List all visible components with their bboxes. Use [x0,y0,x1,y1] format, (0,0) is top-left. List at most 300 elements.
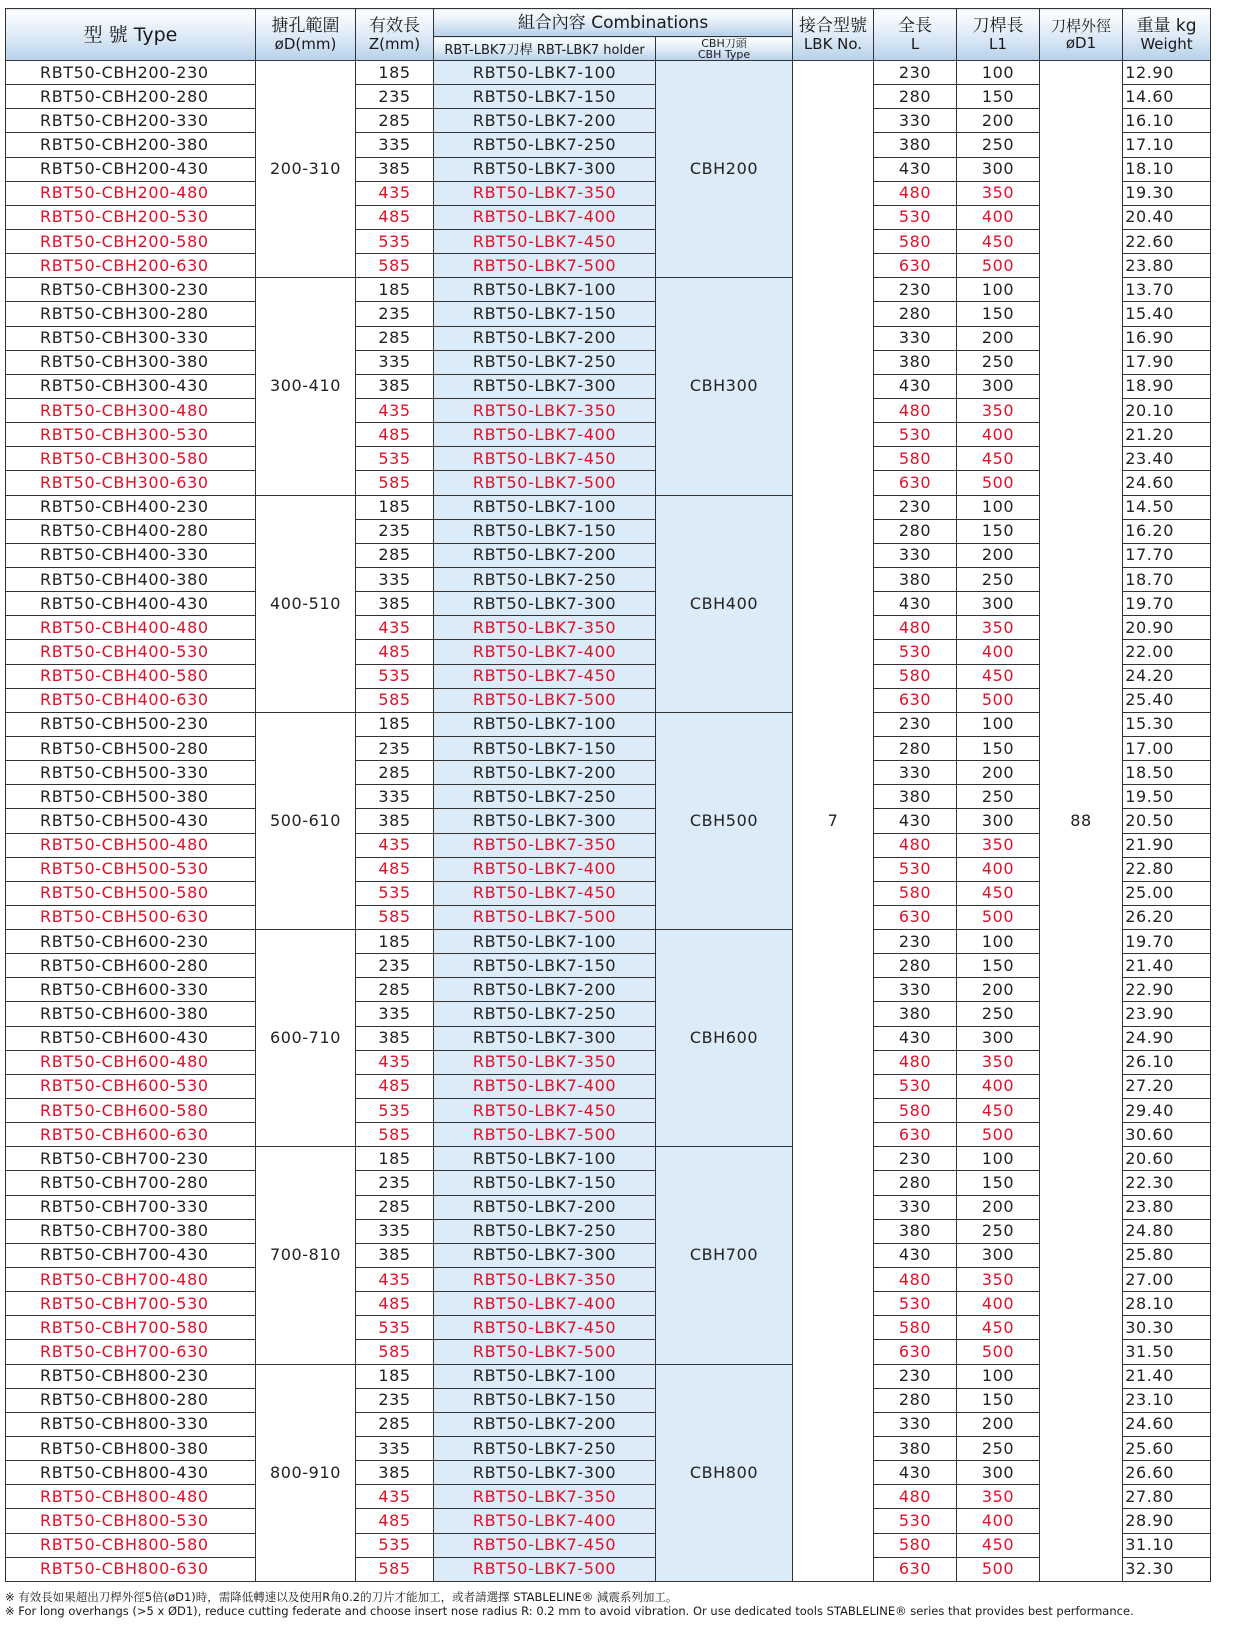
bore-range-cell: 600-710 [256,930,356,1147]
holder-cell: RBT50-LBK7-350 [434,616,656,640]
z-length-cell: 235 [356,519,434,543]
table-row [6,905,1211,929]
holder-cell: RBT50-LBK7-500 [434,1340,656,1364]
z-length-cell: 435 [356,1050,434,1074]
holder-cell: RBT50-LBK7-300 [434,157,656,181]
weight-cell: 24.90 [1123,1026,1211,1050]
holder-length-cell: 150 [957,736,1040,760]
table-row [6,61,1211,85]
holder-cell: RBT50-LBK7-450 [434,229,656,253]
spec-table [5,8,1211,1582]
footnote-en: ※ For long overhangs (>5 x ØD1), reduce cutting federate and choose insert nose radius R: 0.2 mm to avoid vibration. Or use dedicated tools STABLELINE® series that provides best performance. [5,1604,1134,1618]
holder-length-cell: 250 [957,1002,1040,1026]
holder-length-cell: 400 [957,1074,1040,1098]
table-row [6,1461,1211,1485]
holder-length-cell: 200 [957,761,1040,785]
weight-cell: 22.90 [1123,978,1211,1002]
holder-length-cell: 350 [957,181,1040,205]
holder-cell: RBT50-LBK7-500 [434,471,656,495]
z-length-cell: 285 [356,109,434,133]
table-row [6,567,1211,591]
total-length-cell: 580 [874,447,957,471]
table-row [6,278,1211,302]
weight-cell: 21.20 [1123,423,1211,447]
holder-cell: RBT50-LBK7-100 [434,712,656,736]
model-cell: RBT50-CBH800-280 [6,1388,256,1412]
z-length-cell: 535 [356,664,434,688]
holder-cell: RBT50-LBK7-200 [434,978,656,1002]
bore-range-cell: 300-410 [256,278,356,495]
z-length-cell: 435 [356,398,434,422]
table-row [6,1388,1211,1412]
holder-length-cell: 100 [957,712,1040,736]
holder-cell: RBT50-LBK7-400 [434,1509,656,1533]
model-cell: RBT50-CBH800-630 [6,1557,256,1581]
header-holder: RBT-LBK7刀桿 RBT-LBK7 holder [434,37,656,61]
holder-cell: RBT50-LBK7-100 [434,1147,656,1171]
z-length-cell: 435 [356,616,434,640]
table-row [6,398,1211,422]
model-cell: RBT50-CBH500-430 [6,809,256,833]
holder-cell: RBT50-LBK7-250 [434,1002,656,1026]
cbh-type-cell: CBH800 [656,1364,793,1581]
holder-length-cell: 400 [957,640,1040,664]
model-cell: RBT50-CBH700-580 [6,1316,256,1340]
holder-length-cell: 250 [957,567,1040,591]
table-row [6,229,1211,253]
weight-cell: 16.10 [1123,109,1211,133]
total-length-cell: 480 [874,1268,957,1292]
weight-cell: 22.80 [1123,857,1211,881]
z-length-cell: 185 [356,712,434,736]
holder-length-cell: 500 [957,254,1040,278]
model-cell: RBT50-CBH400-230 [6,495,256,519]
z-length-cell: 235 [356,736,434,760]
model-cell: RBT50-CBH800-580 [6,1533,256,1557]
holder-length-cell: 400 [957,423,1040,447]
holder-length-cell: 250 [957,1219,1040,1243]
table-row [6,1412,1211,1436]
table-row [6,857,1211,881]
holder-length-cell: 100 [957,278,1040,302]
z-length-cell: 385 [356,592,434,616]
total-length-cell: 630 [874,1557,957,1581]
holder-length-cell: 250 [957,350,1040,374]
table-row [6,85,1211,109]
table-row [6,712,1211,736]
holder-length-cell: 150 [957,1388,1040,1412]
z-length-cell: 535 [356,447,434,471]
holder-length-cell: 100 [957,495,1040,519]
z-length-cell: 385 [356,1243,434,1267]
holder-length-cell: 450 [957,1099,1040,1123]
holder-length-cell: 300 [957,1461,1040,1485]
total-length-cell: 580 [874,664,957,688]
holder-length-cell: 500 [957,471,1040,495]
cbh-type-cell: CBH600 [656,930,793,1147]
total-length-cell: 630 [874,1123,957,1147]
holder-cell: RBT50-LBK7-400 [434,1074,656,1098]
holder-cell: RBT50-LBK7-300 [434,809,656,833]
holder-cell: RBT50-LBK7-150 [434,85,656,109]
total-length-cell: 380 [874,1219,957,1243]
holder-cell: RBT50-LBK7-200 [434,761,656,785]
z-length-cell: 335 [356,1002,434,1026]
model-cell: RBT50-CBH700-430 [6,1243,256,1267]
weight-cell: 25.00 [1123,881,1211,905]
holder-cell: RBT50-LBK7-450 [434,1099,656,1123]
total-length-cell: 530 [874,1074,957,1098]
total-length-cell: 230 [874,1147,957,1171]
total-length-cell: 530 [874,205,957,229]
holder-cell: RBT50-LBK7-300 [434,1026,656,1050]
z-length-cell: 285 [356,1195,434,1219]
weight-cell: 23.80 [1123,1195,1211,1219]
holder-cell: RBT50-LBK7-150 [434,1171,656,1195]
holder-cell: RBT50-LBK7-100 [434,930,656,954]
total-length-cell: 430 [874,1461,957,1485]
holder-length-cell: 500 [957,1340,1040,1364]
table-row [6,519,1211,543]
model-cell: RBT50-CBH300-280 [6,302,256,326]
header-D1-label: 刀桿外徑 [1050,16,1111,35]
holder-length-cell: 450 [957,229,1040,253]
total-length-cell: 330 [874,761,957,785]
holder-length-cell: 300 [957,157,1040,181]
total-length-cell: 230 [874,712,957,736]
holder-length-cell: 100 [957,61,1040,85]
holder-length-cell: 450 [957,1533,1040,1557]
model-cell: RBT50-CBH800-380 [6,1437,256,1461]
holder-length-cell: 200 [957,978,1040,1002]
weight-cell: 22.60 [1123,229,1211,253]
holder-cell: RBT50-LBK7-500 [434,688,656,712]
holder-length-cell: 300 [957,1243,1040,1267]
total-length-cell: 330 [874,1195,957,1219]
cbh-type-cell: CBH700 [656,1147,793,1364]
holder-length-cell: 350 [957,1268,1040,1292]
holder-cell: RBT50-LBK7-500 [434,1557,656,1581]
total-length-cell: 280 [874,954,957,978]
z-length-cell: 585 [356,905,434,929]
total-length-cell: 480 [874,616,957,640]
z-length-cell: 335 [356,785,434,809]
table-row [6,181,1211,205]
model-cell: RBT50-CBH700-280 [6,1171,256,1195]
header-lbk-unit: LBK No. [803,35,863,53]
model-cell: RBT50-CBH400-280 [6,519,256,543]
model-cell: RBT50-CBH200-480 [6,181,256,205]
total-length-cell: 430 [874,809,957,833]
holder-cell: RBT50-LBK7-150 [434,736,656,760]
header-D1 [1040,9,1123,61]
total-length-cell: 230 [874,278,957,302]
weight-cell: 30.30 [1123,1316,1211,1340]
table-body [6,61,1211,1582]
z-length-cell: 585 [356,471,434,495]
table-row [6,543,1211,567]
header-z-label: 有效長 [369,16,420,36]
total-length-cell: 530 [874,640,957,664]
cbh-type-cell: CBH500 [656,712,793,929]
total-length-cell: 580 [874,1099,957,1123]
holder-cell: RBT50-LBK7-500 [434,1123,656,1147]
holder-cell: RBT50-LBK7-300 [434,1461,656,1485]
holder-length-cell: 100 [957,1364,1040,1388]
total-length-cell: 230 [874,61,957,85]
holder-cell: RBT50-LBK7-350 [434,1050,656,1074]
holder-cell: RBT50-LBK7-100 [434,495,656,519]
z-length-cell: 385 [356,157,434,181]
model-cell: RBT50-CBH200-230 [6,61,256,85]
z-length-cell: 335 [356,350,434,374]
model-cell: RBT50-CBH500-330 [6,761,256,785]
holder-length-cell: 150 [957,519,1040,543]
total-length-cell: 530 [874,857,957,881]
total-length-cell: 630 [874,905,957,929]
model-cell: RBT50-CBH700-530 [6,1292,256,1316]
total-length-cell: 430 [874,592,957,616]
z-length-cell: 535 [356,1533,434,1557]
z-length-cell: 585 [356,688,434,712]
weight-cell: 17.70 [1123,543,1211,567]
holder-length-cell: 400 [957,205,1040,229]
header-bore-label: 搪孔範圍 [271,16,340,36]
z-length-cell: 285 [356,326,434,350]
holder-cell: RBT50-LBK7-100 [434,1364,656,1388]
total-length-cell: 380 [874,1437,957,1461]
z-length-cell: 435 [356,833,434,857]
z-length-cell: 535 [356,229,434,253]
holder-length-cell: 150 [957,1171,1040,1195]
weight-cell: 20.60 [1123,1147,1211,1171]
weight-cell: 22.30 [1123,1171,1211,1195]
weight-cell: 21.40 [1123,1364,1211,1388]
weight-cell: 17.10 [1123,133,1211,157]
model-cell: RBT50-CBH200-580 [6,229,256,253]
holder-cell: RBT50-LBK7-100 [434,278,656,302]
header-L1-label: 刀桿長 [972,16,1024,36]
total-length-cell: 580 [874,881,957,905]
holder-length-cell: 450 [957,881,1040,905]
total-length-cell: 280 [874,1388,957,1412]
weight-cell: 25.80 [1123,1243,1211,1267]
table-row [6,930,1211,954]
header-L1 [957,9,1040,61]
total-length-cell: 480 [874,833,957,857]
model-cell: RBT50-CBH600-480 [6,1050,256,1074]
weight-cell: 18.10 [1123,157,1211,181]
model-cell: RBT50-CBH600-580 [6,1099,256,1123]
holder-cell: RBT50-LBK7-300 [434,592,656,616]
header-combinations: 組合內容 Combinations [434,9,793,37]
weight-cell: 27.20 [1123,1074,1211,1098]
model-cell: RBT50-CBH200-530 [6,205,256,229]
holder-cell: RBT50-LBK7-350 [434,398,656,422]
z-length-cell: 385 [356,1026,434,1050]
table-row [6,688,1211,712]
table-row [6,1195,1211,1219]
holder-cell: RBT50-LBK7-300 [434,1243,656,1267]
z-length-cell: 485 [356,640,434,664]
weight-cell: 20.10 [1123,398,1211,422]
table-row [6,302,1211,326]
model-cell: RBT50-CBH600-230 [6,930,256,954]
weight-cell: 23.80 [1123,254,1211,278]
z-length-cell: 435 [356,181,434,205]
table-row [6,1147,1211,1171]
total-length-cell: 230 [874,1364,957,1388]
header-L1-unit: L1 [989,35,1007,53]
table-row [6,1364,1211,1388]
total-length-cell: 330 [874,543,957,567]
table-row [6,205,1211,229]
total-length-cell: 430 [874,374,957,398]
bore-range-cell: 200-310 [256,61,356,278]
z-length-cell: 485 [356,205,434,229]
weight-cell: 20.40 [1123,205,1211,229]
table-row [6,664,1211,688]
total-length-cell: 580 [874,229,957,253]
weight-cell: 12.90 [1123,61,1211,85]
weight-cell: 18.50 [1123,761,1211,785]
total-length-cell: 580 [874,1316,957,1340]
z-length-cell: 435 [356,1268,434,1292]
holder-length-cell: 250 [957,133,1040,157]
holder-cell: RBT50-LBK7-450 [434,1533,656,1557]
model-cell: RBT50-CBH400-380 [6,567,256,591]
weight-cell: 18.70 [1123,567,1211,591]
total-length-cell: 630 [874,471,957,495]
holder-cell: RBT50-LBK7-400 [434,423,656,447]
model-cell: RBT50-CBH800-230 [6,1364,256,1388]
weight-cell: 15.30 [1123,712,1211,736]
holder-length-cell: 350 [957,833,1040,857]
total-length-cell: 280 [874,519,957,543]
total-length-cell: 480 [874,181,957,205]
holder-length-cell: 250 [957,1437,1040,1461]
holder-cell: RBT50-LBK7-350 [434,1268,656,1292]
model-cell: RBT50-CBH600-280 [6,954,256,978]
model-cell: RBT50-CBH300-330 [6,326,256,350]
total-length-cell: 230 [874,930,957,954]
table-row [6,133,1211,157]
model-cell: RBT50-CBH300-430 [6,374,256,398]
header-L-unit: L [910,35,920,53]
total-length-cell: 280 [874,85,957,109]
table-row [6,833,1211,857]
total-length-cell: 430 [874,157,957,181]
model-cell: RBT50-CBH300-480 [6,398,256,422]
z-length-cell: 335 [356,133,434,157]
z-length-cell: 235 [356,1171,434,1195]
z-length-cell: 235 [356,302,434,326]
z-length-cell: 385 [356,374,434,398]
z-length-cell: 485 [356,1074,434,1098]
z-length-cell: 185 [356,278,434,302]
weight-cell: 17.90 [1123,350,1211,374]
model-cell: RBT50-CBH500-630 [6,905,256,929]
total-length-cell: 430 [874,1026,957,1050]
holder-cell: RBT50-LBK7-100 [434,61,656,85]
header-bore-unit: øD(mm) [274,35,337,53]
header-z-unit: Z(mm) [368,35,421,53]
bore-range-cell: 500-610 [256,712,356,929]
holder-cell: RBT50-LBK7-400 [434,857,656,881]
model-cell: RBT50-CBH300-580 [6,447,256,471]
bore-range-cell: 400-510 [256,495,356,712]
model-cell: RBT50-CBH400-480 [6,616,256,640]
header-lbk [793,9,874,61]
weight-cell: 19.70 [1123,930,1211,954]
total-length-cell: 630 [874,254,957,278]
weight-cell: 16.90 [1123,326,1211,350]
table-row [6,640,1211,664]
z-length-cell: 185 [356,495,434,519]
holder-cell: RBT50-LBK7-200 [434,326,656,350]
total-length-cell: 330 [874,978,957,1002]
table-row [6,423,1211,447]
model-cell: RBT50-CBH300-230 [6,278,256,302]
weight-cell: 25.40 [1123,688,1211,712]
table-header [6,9,1211,61]
z-length-cell: 335 [356,1437,434,1461]
model-cell: RBT50-CBH600-530 [6,1074,256,1098]
holder-length-cell: 200 [957,1412,1040,1436]
cbh-type-cell: CBH300 [656,278,793,495]
bore-range-cell: 800-910 [256,1364,356,1581]
z-length-cell: 185 [356,930,434,954]
z-length-cell: 285 [356,1412,434,1436]
model-cell: RBT50-CBH600-430 [6,1026,256,1050]
table-row [6,1002,1211,1026]
holder-length-cell: 450 [957,1316,1040,1340]
holder-length-cell: 300 [957,809,1040,833]
z-length-cell: 335 [356,567,434,591]
holder-length-cell: 150 [957,85,1040,109]
weight-cell: 29.40 [1123,1099,1211,1123]
model-cell: RBT50-CBH500-280 [6,736,256,760]
footnotes [5,1590,1255,1618]
model-cell: RBT50-CBH600-630 [6,1123,256,1147]
header-L-label: 全長 [898,16,932,36]
holder-length-cell: 150 [957,302,1040,326]
total-length-cell: 380 [874,785,957,809]
model-cell: RBT50-CBH800-430 [6,1461,256,1485]
holder-length-cell: 100 [957,1147,1040,1171]
model-cell: RBT50-CBH800-330 [6,1412,256,1436]
total-length-cell: 330 [874,1412,957,1436]
lbk-number-cell: 7 [793,61,874,1582]
model-cell: RBT50-CBH600-330 [6,978,256,1002]
cbh-type-cell: CBH400 [656,495,793,712]
total-length-cell: 380 [874,1002,957,1026]
model-cell: RBT50-CBH300-380 [6,350,256,374]
table-row [6,157,1211,181]
holder-length-cell: 150 [957,954,1040,978]
table-row [6,1243,1211,1267]
holder-cell: RBT50-LBK7-150 [434,519,656,543]
table-row [6,785,1211,809]
holder-length-cell: 400 [957,1509,1040,1533]
weight-cell: 19.50 [1123,785,1211,809]
table-row [6,592,1211,616]
model-cell: RBT50-CBH700-380 [6,1219,256,1243]
weight-cell: 32.30 [1123,1557,1211,1581]
table-row [6,1437,1211,1461]
table-row [6,495,1211,519]
table-row [6,978,1211,1002]
